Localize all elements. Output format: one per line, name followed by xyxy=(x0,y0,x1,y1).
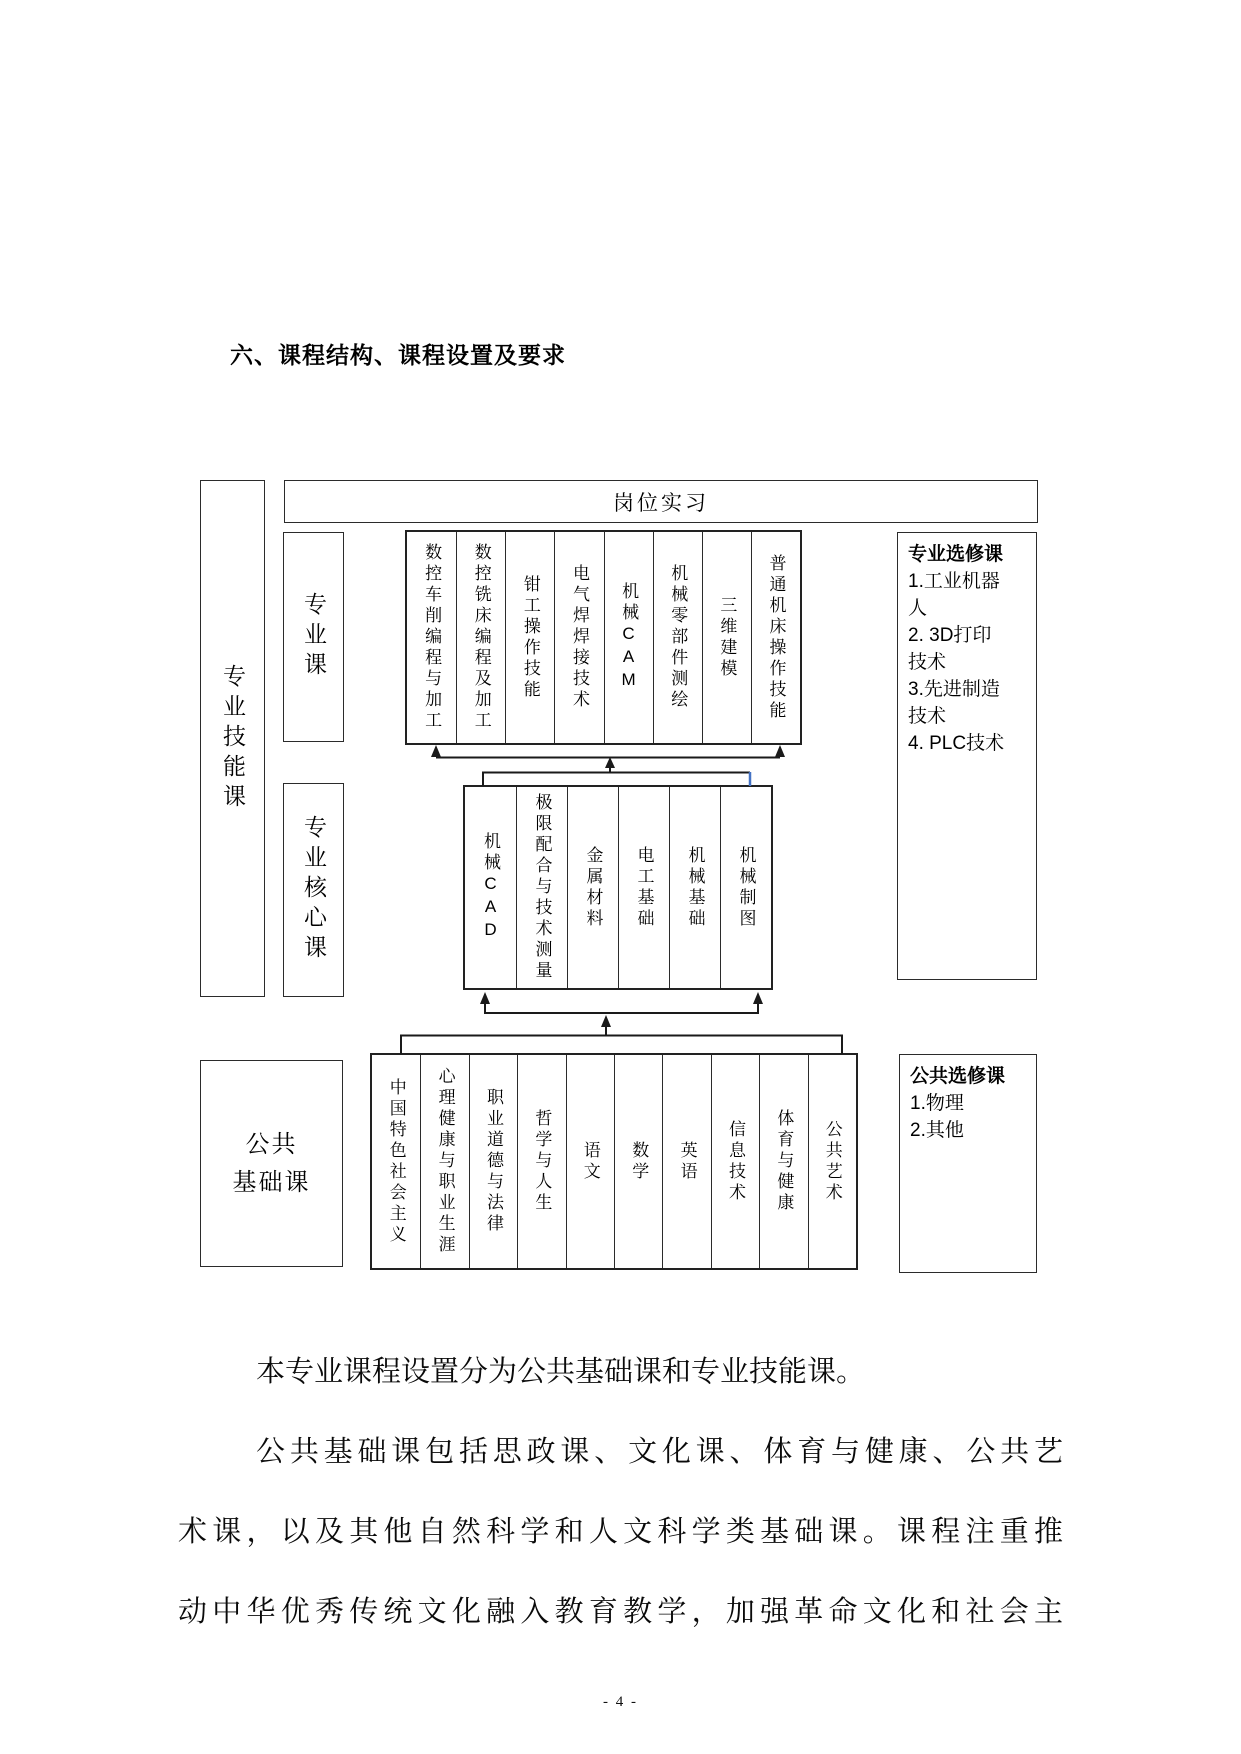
bracket-a-lines xyxy=(436,758,780,787)
course-box xyxy=(372,1055,420,1268)
course-box xyxy=(808,1055,856,1268)
course-name: 机械基础 xyxy=(685,845,705,930)
course-box xyxy=(554,532,603,743)
paragraph-2-line-3: 动中华优秀传统文化融入教育教学，加强革命文化和社会主 xyxy=(178,1596,1065,1628)
public-electives-box xyxy=(899,1054,1037,1273)
course-name: 数控铣床编程及加工 xyxy=(471,543,491,732)
course-name: 机械零部件测绘 xyxy=(668,564,688,711)
course-name: 数学 xyxy=(629,1140,649,1183)
course-box xyxy=(614,1055,662,1268)
course-box xyxy=(711,1055,759,1268)
course-name: 三维建模 xyxy=(717,595,737,680)
bracket-a-arrowheads xyxy=(431,745,785,768)
professional-course-row xyxy=(405,530,802,745)
elective-item: 1.物理 xyxy=(910,1093,964,1114)
course-name: 电气焊焊接技术 xyxy=(569,564,589,711)
course-box xyxy=(567,787,618,988)
elective-item: 2.其他 xyxy=(910,1120,964,1141)
course-box xyxy=(702,532,751,743)
public-electives-title: 公共选修课 xyxy=(910,1066,1006,1087)
bracket-b-arrowheads xyxy=(480,992,763,1027)
course-box xyxy=(517,1055,565,1268)
paragraph-2-line-1: 公共基础课包括思政课、文化课、体育与健康、公共艺 xyxy=(256,1436,1065,1468)
course-box xyxy=(720,787,771,988)
professional-electives-title: 专业选修课 xyxy=(908,544,1004,565)
course-box xyxy=(505,532,554,743)
course-box xyxy=(465,787,516,988)
course-box xyxy=(759,1055,807,1268)
course-box xyxy=(669,787,720,988)
course-name: 数控车削编程与加工 xyxy=(422,543,442,732)
course-name: 中国特色社会主义 xyxy=(386,1077,406,1246)
course-name: 语文 xyxy=(580,1140,600,1183)
course-box xyxy=(751,532,800,743)
skill-course-group-label: 专业技能课 xyxy=(220,663,246,814)
professional-electives-box xyxy=(897,532,1037,980)
course-name: 体育与健康 xyxy=(774,1109,794,1214)
course-box xyxy=(618,787,669,988)
public-basic-course-row xyxy=(370,1053,858,1270)
course-name: 电工基础 xyxy=(634,845,654,930)
course-box xyxy=(516,787,567,988)
professional-course-label-box xyxy=(283,532,344,742)
section-heading: 六、课程结构、课程设置及要求 xyxy=(230,342,566,368)
course-name: 金属材料 xyxy=(583,845,603,930)
course-box xyxy=(407,532,456,743)
course-name: 英语 xyxy=(677,1140,697,1183)
course-box xyxy=(662,1055,710,1268)
course-name: 心理健康与职业生涯 xyxy=(435,1067,455,1256)
paragraph-1: 本专业课程设置分为公共基础课和专业技能课。 xyxy=(256,1356,866,1388)
bracket-b-lines xyxy=(401,1004,842,1054)
course-box xyxy=(456,532,505,743)
course-name: 机械CAD xyxy=(481,832,500,943)
public-basic-label-box xyxy=(200,1060,343,1267)
course-name: 极限配合与技术测量 xyxy=(532,793,552,982)
elective-item: 2. 3D打印技术 xyxy=(908,625,992,673)
course-name: 钳工操作技能 xyxy=(520,574,540,701)
course-box xyxy=(566,1055,614,1268)
core-course-label: 专业核心课 xyxy=(301,815,327,965)
professional-course-label: 专业课 xyxy=(301,592,327,682)
internship-box xyxy=(284,480,1038,523)
public-basic-label-line2: 基础课 xyxy=(232,1168,311,1196)
course-name: 普通机床操作技能 xyxy=(766,553,786,722)
page-number: - 4 - xyxy=(603,1694,638,1710)
elective-item: 3.先进制造技术 xyxy=(908,679,1000,727)
course-box xyxy=(420,1055,468,1268)
elective-item: 4. PLC技术 xyxy=(908,733,1005,754)
course-box xyxy=(604,532,653,743)
core-course-label-box xyxy=(283,783,344,997)
elective-item: 1.工业机器人 xyxy=(908,571,1000,619)
paragraph-2-line-2: 术课，以及其他自然科学和人文科学类基础课。课程注重推 xyxy=(178,1516,1065,1548)
course-box xyxy=(469,1055,517,1268)
course-name: 哲学与人生 xyxy=(532,1109,552,1214)
course-name: 职业道德与法律 xyxy=(483,1088,503,1235)
skill-course-group-box xyxy=(200,480,265,997)
course-name: 公共艺术 xyxy=(822,1119,842,1204)
course-name: 信息技术 xyxy=(725,1119,745,1204)
course-name: 机械CAM xyxy=(619,582,639,693)
course-name: 机械制图 xyxy=(736,845,756,930)
internship-label: 岗位实习 xyxy=(613,491,709,515)
course-box xyxy=(653,532,702,743)
core-course-row xyxy=(463,785,773,990)
public-basic-label-line1: 公共 xyxy=(245,1130,298,1158)
